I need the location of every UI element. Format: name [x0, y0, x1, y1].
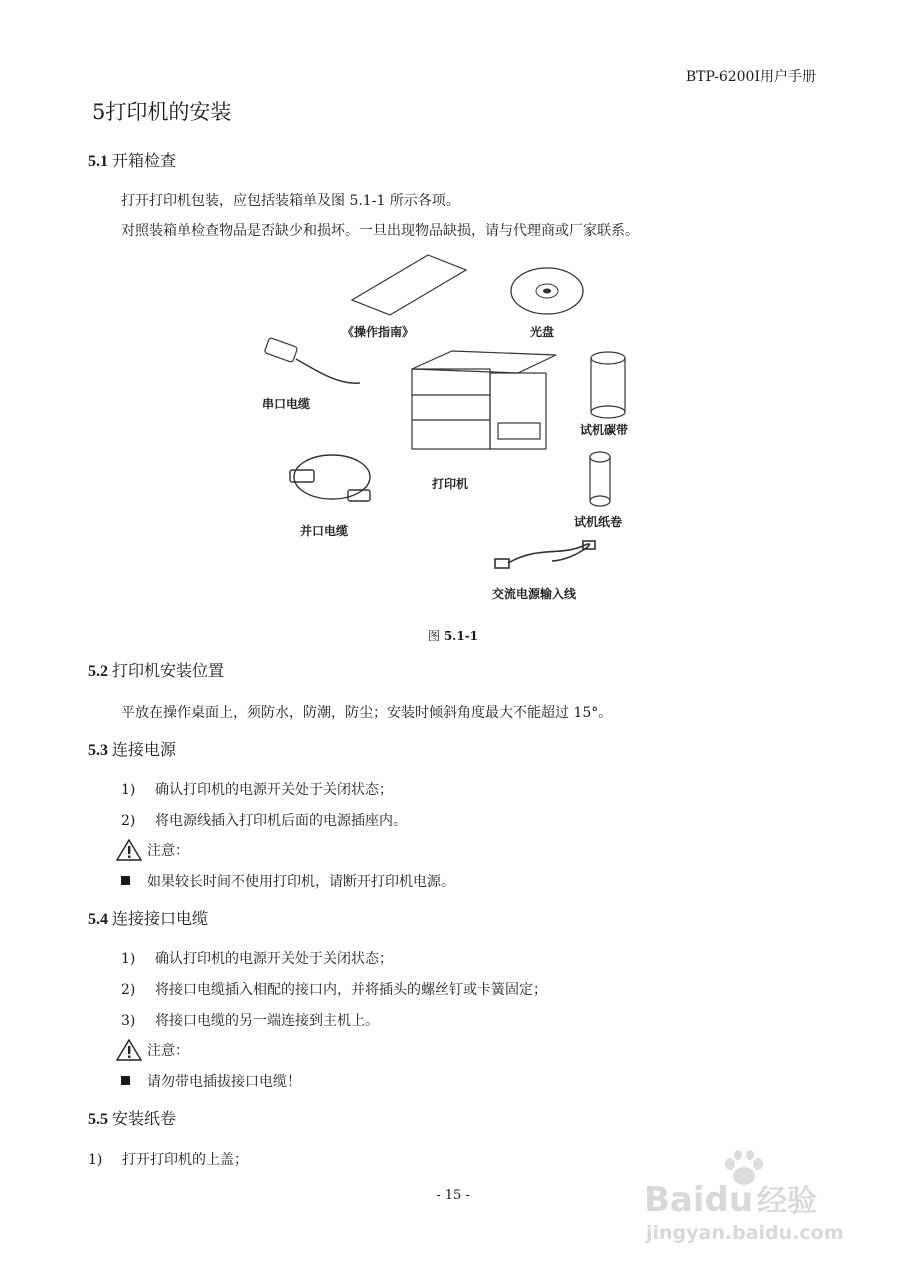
warning-icon [115, 1038, 143, 1062]
section-title: 打印机安装位置 [112, 661, 225, 680]
note-label: 注意： [147, 843, 189, 859]
list-text: 确认打印机的电源开关处于关闭状态； [155, 951, 393, 967]
figure-label-parallel-cable: 并口电缆 [300, 524, 349, 538]
note [115, 1038, 189, 1062]
paragraph: 打开打印机包装，应包括装箱单及图 5.1-1 所示各项。 [121, 193, 460, 209]
section-title: 连接接口电缆 [112, 909, 209, 928]
paragraph: 平放在操作桌面上，须防水，防潮，防尘；安装时倾斜角度最大不能超过 15°。 [121, 705, 613, 721]
square-bullet-icon [121, 1076, 130, 1085]
section-5-2-heading [88, 658, 224, 681]
serial-cable-illustration [264, 337, 360, 383]
caption-number: 5.1-1 [443, 629, 479, 643]
section-5-3-heading [88, 737, 176, 760]
printer-illustration [412, 351, 556, 449]
list-text: 将接口电缆插入相配的接口内，并将插头的螺丝钉或卡簧固定； [155, 982, 547, 998]
section-number: 5.3 [88, 742, 108, 759]
bullet-item [121, 871, 455, 891]
figure-label-paper-roll: 试机纸卷 [574, 515, 623, 529]
list-item [88, 1149, 248, 1169]
paragraph: 对照装箱单检查物品是否缺少和损坏。一旦出现物品缺损，请与代理商或厂家联系。 [121, 223, 639, 239]
bullet-text: 请勿带电插拔接口电缆！ [147, 1074, 301, 1090]
section-title: 安装纸卷 [112, 1109, 177, 1128]
bullet-text: 如果较长时间不使用打印机，请断开打印机电源。 [147, 874, 455, 890]
section-number: 5.1 [88, 153, 108, 170]
baidu-watermark [640, 1150, 880, 1250]
running-header: BTP-6200I用户手册 [685, 69, 816, 85]
warning-icon [115, 838, 143, 862]
list-text: 打开打印机的上盖； [122, 1152, 248, 1168]
section-5-1-heading [88, 148, 176, 171]
note [115, 838, 189, 862]
list-number: 1) [121, 951, 136, 967]
cd-illustration [511, 268, 583, 314]
list-number: 2) [121, 813, 136, 829]
manual-illustration [352, 255, 466, 315]
parallel-cable-illustration [290, 455, 370, 501]
figure-caption [0, 627, 906, 644]
section-5-4-heading [88, 906, 208, 929]
list-number: 1) [121, 782, 136, 798]
section-title: 开箱检查 [112, 151, 177, 170]
section-number: 5.5 [88, 1111, 108, 1128]
list-number: 2) [121, 982, 136, 998]
list-item [121, 948, 393, 968]
figure-label-serial-cable: 串口电缆 [262, 397, 311, 411]
section-5-5-heading [88, 1106, 176, 1129]
note-label: 注意： [147, 1043, 189, 1059]
square-bullet-icon [121, 876, 130, 885]
caption-prefix: 图 [427, 629, 440, 643]
list-item [121, 1010, 379, 1030]
power-cord-illustration [495, 541, 595, 568]
list-item [121, 779, 393, 799]
list-number: 3) [121, 1013, 136, 1029]
chapter-title: 5打印机的安装 [92, 100, 232, 124]
page-number: - 15 - [436, 1188, 470, 1203]
figure-label-manual: 《操作指南》 [342, 325, 415, 339]
figure-label-ribbon: 试机碳带 [580, 423, 629, 437]
section-number: 5.4 [88, 911, 108, 928]
ribbon-illustration [591, 352, 625, 418]
list-text: 确认打印机的电源开关处于关闭状态； [155, 782, 393, 798]
figure-label-printer: 打印机 [432, 477, 469, 491]
watermark-url: jingyan.baidu.com [646, 1222, 844, 1244]
section-number: 5.2 [88, 663, 108, 680]
bullet-item [121, 1071, 301, 1091]
watermark-brand: Baidu 经验 [644, 1180, 818, 1220]
section-title: 连接电源 [112, 740, 177, 759]
list-number: 1) [88, 1152, 103, 1168]
figure-packing-contents [240, 245, 660, 615]
figure-label-power-cord: 交流电源输入线 [492, 587, 577, 601]
list-text: 将电源线插入打印机后面的电源插座内。 [155, 813, 407, 829]
list-text: 将接口电缆的另一端连接到主机上。 [155, 1013, 379, 1029]
paper-roll-illustration [590, 452, 610, 506]
figure-label-cd: 光盘 [530, 325, 555, 339]
list-item [121, 810, 407, 830]
list-item [121, 979, 547, 999]
